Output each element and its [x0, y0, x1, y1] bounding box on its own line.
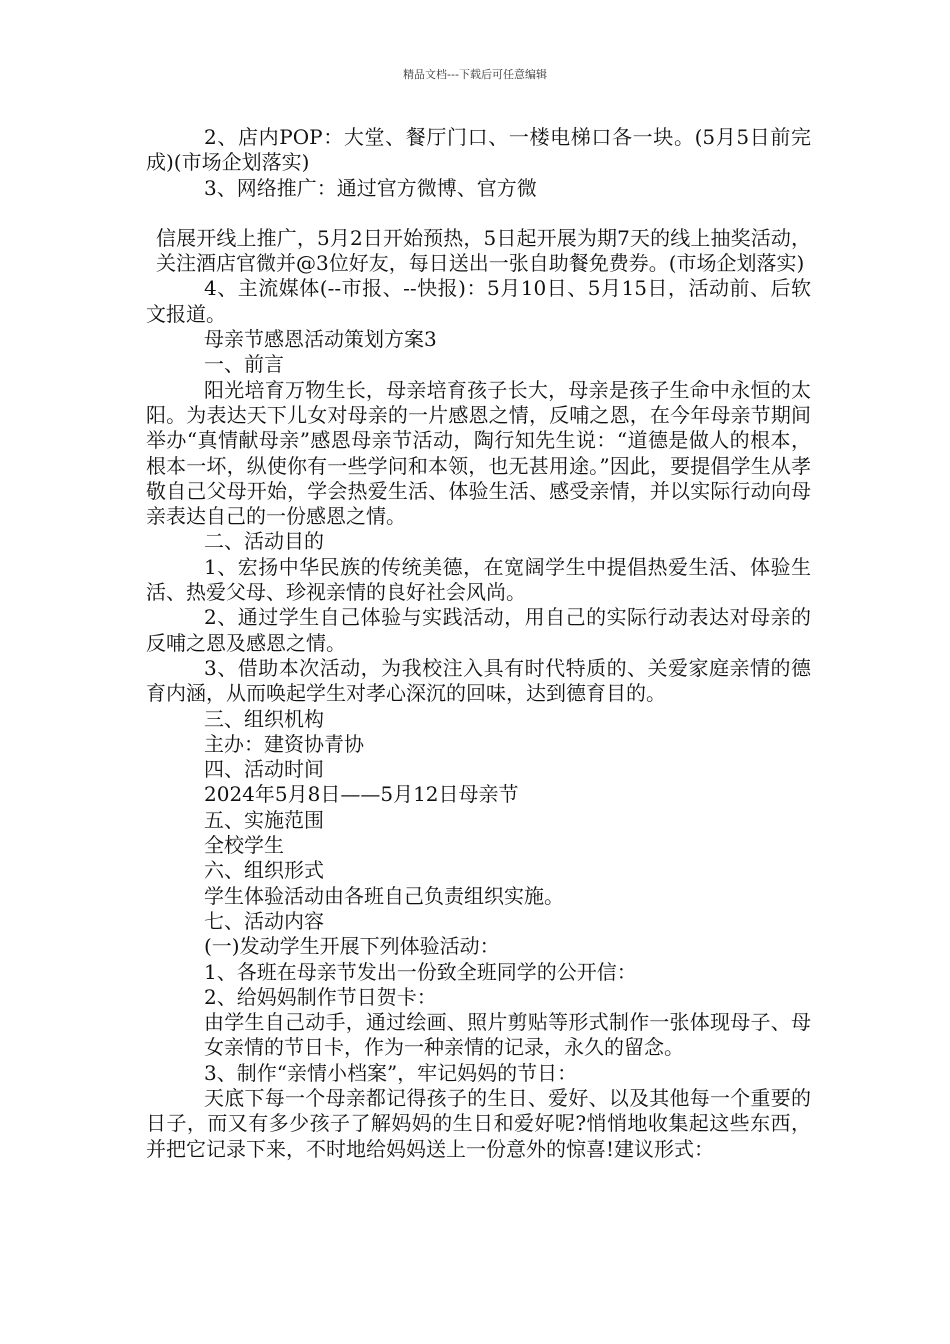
paragraph: 3、网络推广：通过官方微博、官方微 — [204, 175, 537, 200]
section-heading: 六、组织形式 — [204, 858, 324, 883]
paragraph: 学生体验活动由各班自己负责组织实施。 — [204, 883, 564, 908]
paragraph: 1、宏扬中华民族的传统美德，在宽阔学生中提倡热爱生活、体验生活、热爱父母、珍视亲情的良好社会风尚。 — [146, 554, 811, 605]
section-heading: 一、前言 — [204, 352, 284, 377]
document-body — [146, 125, 811, 1162]
section-title: 母亲节感恩活动策划方案3 — [204, 327, 437, 352]
paragraph: 3、制作“亲情小档案”，牢记妈妈的节日： — [204, 1060, 578, 1085]
section-heading: 二、活动目的 — [204, 529, 324, 554]
paragraph: 信展开线上推广，5月2日开始预热，5日起开展为期7天的线上抽奖活动，关注酒店官微并@3位好友，每日送出一张自助餐免费券。(市场企划落实) — [156, 225, 811, 276]
paragraph: 4、主流媒体(--市报、--快报)：5月10日、5月15日，活动前、后软文报道。 — [146, 276, 811, 326]
section-heading: 七、活动内容 — [204, 908, 324, 933]
paragraph: 全校学生 — [204, 833, 284, 858]
paragraph: 2、店内POP：大堂、餐厅门口、一楼电梯口各一块。(5月5日前完成)(市场企划落实) — [146, 125, 811, 175]
paragraph: 天底下每一个母亲都记得孩子的生日、爱好、以及其他每一个重要的日子，而又有多少孩子了解妈妈的生日和爱好呢?悄悄地收集起这些东西，并把它记录下来，不时地给妈妈送上一份意外的惊喜!建议形式： — [146, 1085, 811, 1161]
paragraph: 2、通过学生自己体验与实践活动，用自己的实际行动表达对母亲的反哺之恩及感恩之情。 — [146, 605, 811, 655]
page-header: 精品文档---下载后可任意编辑 — [403, 68, 547, 81]
section-heading: 三、组织机构 — [204, 706, 324, 731]
paragraph: 主办：建资协青协 — [204, 731, 364, 756]
paragraph: 2、给妈妈制作节日贺卡： — [204, 984, 437, 1009]
section-heading: 四、活动时间 — [204, 757, 324, 782]
paragraph: 阳光培育万物生长，母亲培育孩子长大，母亲是孩子生命中永恒的太阳。为表达天下儿女对母亲的一片感恩之情，反哺之恩，在今年母亲节期间举办“真情献母亲”感恩母亲节活动，陶行知先生说：“道德是做人的根本，根本一坏，纵使你有一些学问和本领，也无甚用途。”因此，要提倡学生从孝敬自己父母开始，学会热爱生活、体验生活、感受亲情，并以实际行动向母亲表达自己的一份感恩之情。 — [146, 377, 811, 529]
paragraph: 2024年5月8日——5月12日母亲节 — [204, 782, 519, 807]
paragraph: 由学生自己动手，通过绘画、照片剪贴等形式制作一张体现母子、母女亲情的节日卡，作为一种亲情的记录，永久的留念。 — [204, 1010, 811, 1060]
paragraph: 3、借助本次活动，为我校注入具有时代特质的、关爱家庭亲情的德育内涵，从而唤起学生对孝心深沉的回味，达到德育目的。 — [146, 655, 811, 706]
blank-line — [146, 201, 811, 226]
paragraph: 1、各班在母亲节发出一份致全班同学的公开信： — [204, 959, 637, 984]
section-heading: 五、实施范围 — [204, 807, 324, 832]
paragraph: (一)发动学生开展下列体验活动： — [204, 934, 500, 959]
